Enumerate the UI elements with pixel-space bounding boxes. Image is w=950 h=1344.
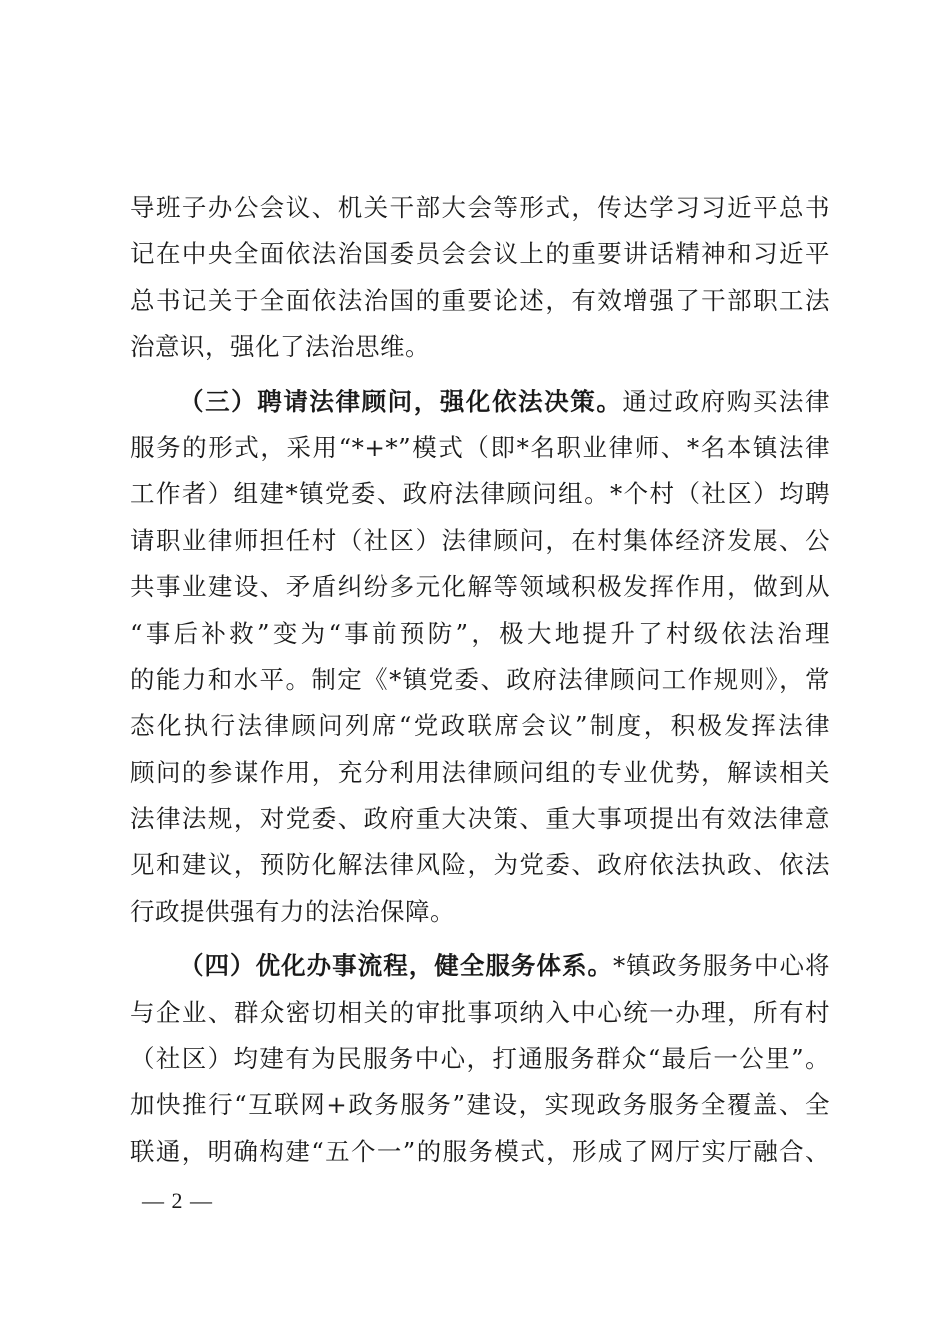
section-three-first-line-text: 通过政府购买法律	[622, 386, 831, 416]
text-line: 导班子办公会议、机关干部大会等形式，传达学习习近平总书	[130, 193, 830, 222]
text-line: 的能力和水平。制定《*镇党委、政府法律顾问工作规则》，常	[130, 664, 830, 694]
paragraph-continuation	[130, 185, 830, 371]
section-three-heading: （三）聘请法律顾问，强化依法决策。	[179, 386, 623, 416]
page-number: — 2 —	[142, 1188, 213, 1213]
text-line: 工作者）组建*镇党委、政府法律顾问组。*个村（社区）均聘	[130, 479, 830, 509]
text-line: 请职业律师担任村（社区）法律顾问，在村集体经济发展、公	[130, 525, 830, 555]
text-line: 顾问的参谋作用，充分利用法律顾问组的专业优势，解读相关	[130, 757, 830, 787]
text-line: 治意识，强化了法治思维。	[130, 332, 430, 362]
text-line: 态化执行法律顾问列席“党政联席会议”制度，积极发挥法律	[130, 711, 830, 741]
section-four-paragraph	[130, 943, 830, 1175]
section-four-first-line-text: *镇政务服务中心将	[613, 951, 831, 981]
section-three-paragraph	[130, 379, 830, 936]
text-line: 共事业建设、矛盾纠纷多元化解等领域积极发挥作用，做到从	[130, 572, 830, 602]
document-body	[130, 185, 830, 1175]
text-line: 行政提供强有力的法治保障。	[130, 896, 455, 926]
section-four-heading: （四）优化办事流程，健全服务体系。	[179, 951, 614, 981]
text-line: 加快推行“互联网+政务服务”建设，实现政务服务全覆盖、全	[130, 1090, 830, 1120]
text-line: （社区）均建有为民服务中心，打通服务群众“最后一公里”。	[130, 1044, 830, 1074]
text-line: 与企业、群众密切相关的审批事项纳入中心统一办理，所有村	[130, 997, 830, 1027]
text-line: 法律法规，对党委、政府重大决策、重大事项提出有效法律意	[130, 804, 830, 834]
text-line: 服务的形式，采用“*+*”模式（即*名职业律师、*名本镇法律	[130, 432, 830, 462]
text-line: “事后补救”变为“事前预防”，极大地提升了村级依法治理	[130, 618, 830, 648]
section-three-first-line	[130, 379, 830, 425]
text-line: 联通，明确构建“五个一”的服务模式，形成了网厅实厅融合、	[130, 1136, 830, 1166]
text-line: 见和建议，预防化解法律风险，为党委、政府依法执政、依法	[130, 850, 830, 880]
section-four-first-line	[130, 943, 830, 989]
text-line: 总书记关于全面依法治国的重要论述，有效增强了干部职工法	[130, 285, 830, 315]
text-line: 记在中央全面依法治国委员会会议上的重要讲话精神和习近平	[130, 239, 830, 269]
